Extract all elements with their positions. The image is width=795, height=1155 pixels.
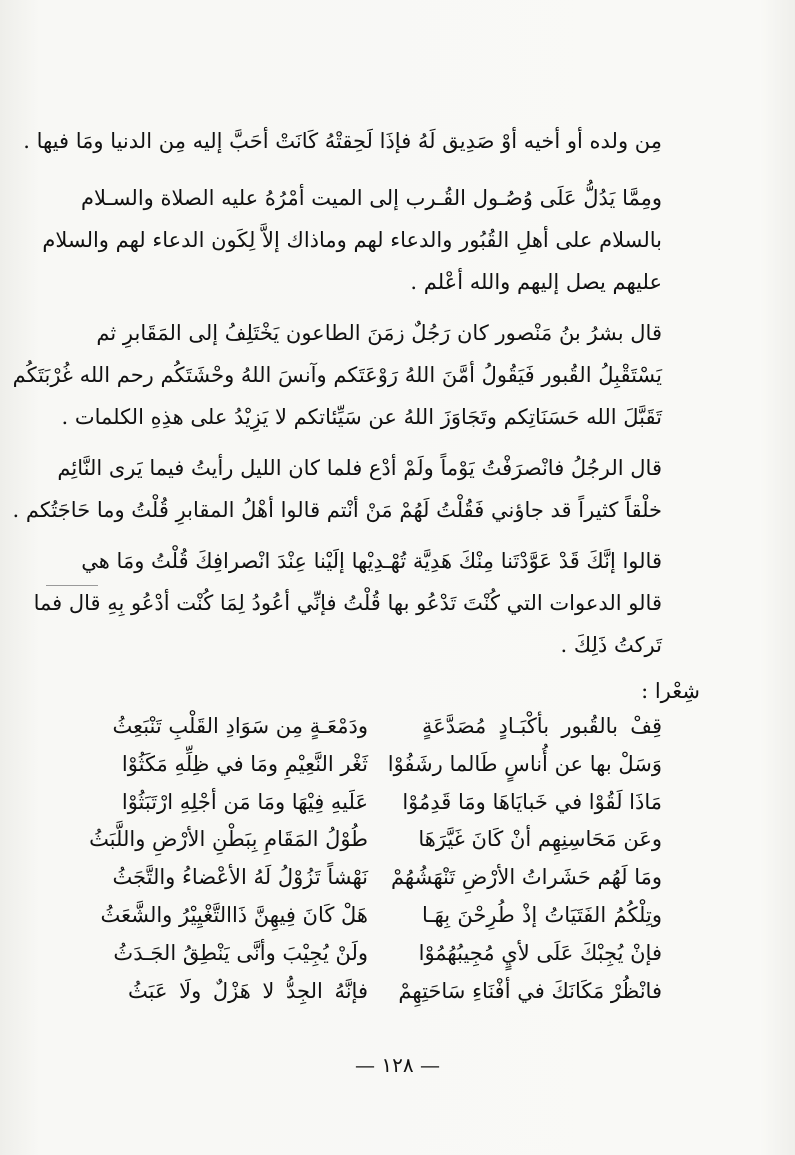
paragraph-line: عليهم يصل إليهم والله أعْلم . bbox=[410, 270, 662, 294]
paragraph-line: تَركتُ ذَلِكَ . bbox=[560, 633, 662, 657]
paragraph-3 bbox=[12, 312, 662, 438]
poem-verse bbox=[121, 784, 662, 822]
verse-first-hemistich: قِفْ بالقُبور بأكْبَـادٍ مُصَدَّعَةٍ bbox=[422, 714, 662, 738]
verse-second-hemistich: هَلْ كَانَ فِيهِنَّ ذَاالتَّغْيِيْرُ والشَّعَثُ bbox=[100, 902, 368, 927]
paragraph-line: قال بشرُ بنُ مَنْصور كان رَجُلٌ زمَنَ الطاعون يَخْتَلِفُ إلى المَقَابرِ ثم bbox=[96, 321, 662, 345]
poem-verse bbox=[112, 708, 662, 746]
paragraph-line: خلْقاً كثيراً قد جاؤني فَقُلْتُ لَهُمْ مَنْ أنْتم قالوا أهْلُ المقابرِ قُلْتُ وما حَاجَتُكم . bbox=[12, 498, 662, 522]
verse-second-hemistich: ودَمْعَـةٍ مِن سَوَادِ القَلْبِ تَنْبَعِثُ bbox=[112, 714, 368, 738]
paragraph-line: بالسلام على أهلِ القُبُور والدعاء لهم وماذاك إلاَّ لِكَون الدعاء لهم والسلام bbox=[42, 228, 662, 252]
verse-first-hemistich: فإنْ يُجِبْكَ عَلَى لأيٍ مُجِيبُهُمُوْا bbox=[418, 940, 662, 965]
verse-first-hemistich: وعَن مَحَاسِنِهِم أنْ كَانَ غَيَّرَهَا bbox=[418, 827, 662, 852]
paragraph-2 bbox=[42, 177, 662, 303]
poem-verse bbox=[100, 897, 662, 935]
paragraph-line: قالوا إنَّكَ قَدْ عَوَّدْتَنا مِنْكَ هَدِيَّة تُهْـدِيْها إلَيْنا عِنْدَ انْصرافِكَ قُلْتُ ومَا هي bbox=[81, 549, 662, 573]
verse-first-hemistich: فانْظُرْ مَكَانَكَ في أفْنَاءِ سَاحَتِهِمْ bbox=[398, 978, 662, 1003]
paragraph-line: تَقَبَّلَ الله حَسَنَاتِكم وتَجَاوَزَ اللهُ عن سَيِّئاتكم لا يَزِيْدُ على هذِهِ الكلمات . bbox=[61, 405, 662, 429]
poem-verse bbox=[112, 859, 662, 897]
verse-first-hemistich: وَسَلْ بها عن أُناسٍ طَالما رشَفُوْا bbox=[387, 751, 662, 776]
verse-second-hemistich: فإنَّهُ الجِدُّ لا هَزْلٌ ولَا عَبَثُ bbox=[128, 978, 368, 1003]
verse-second-hemistich: نَهْشاً تَزُوْلُ لَهُ الأعْضاءُ والتَّجَثُ bbox=[112, 865, 368, 890]
page-number: — ١٢٨ — bbox=[355, 1053, 440, 1077]
verse-second-hemistich: عَلَيهِ فِيْهَا ومَا مَن أجْلِهِ ارْتَبَثُوْا bbox=[121, 789, 368, 814]
paragraph-line: ومِمَّا يَدُلُّ عَلَى وُصُـول القُـرب إلى الميت أمْرُهُ عليه الصلاة والسـلام bbox=[81, 186, 662, 210]
verse-first-hemistich: وتِلْكُمُ الفَتَيَاتُ إذْ طُرِحْنَ بِهَـا bbox=[422, 902, 662, 927]
poem bbox=[89, 708, 662, 1010]
poem-verse bbox=[128, 973, 662, 1011]
paragraph-5 bbox=[33, 540, 662, 666]
verse-first-hemistich: مَاذَا لَقُوْا في خَبايَاهَا ومَا قَدِمُوْا bbox=[402, 789, 662, 814]
poem-verse bbox=[89, 821, 662, 859]
paragraph-line: مِن ولده أو أخيه أوْ صَدِيق لَهُ فإذَا لَحِقتْهُ كَانَتْ أحَبَّ إليه مِن الدنيا ومَا فيها . bbox=[23, 129, 662, 153]
verse-first-hemistich: ومَا لَهُم حَشَراتُ الأرْضِ تَنْهَشُهُمْ bbox=[390, 865, 662, 890]
verse-second-hemistich: طُوْلُ المَقَامِ بِبَطْنِ الأرْضِ واللَّبَثُ bbox=[89, 827, 368, 852]
poem-verse bbox=[113, 935, 662, 973]
paragraph-line: يَسْتَقْبِلُ القُبور فَيَقُولُ أمَّنَ اللهُ رَوْعَتَكم وآنسَ اللهُ وحْشَتَكُم رحم الله غُرْبَتَكُم bbox=[12, 363, 662, 387]
verse-second-hemistich: ثَغْر النَّعِيْمِ ومَا في ظِلِّهِ مَكَثُوْا bbox=[121, 751, 368, 776]
poem-verse bbox=[121, 746, 662, 784]
verse-second-hemistich: ولَنْ يُجِيْبَ وأنَّى يَنْطِقُ الجَـدَثُ bbox=[113, 940, 368, 965]
poem-heading: شِعْرا : bbox=[641, 679, 700, 703]
paragraph-line: قالو الدعوات التي كُنْتَ تَدْعُو بها قُلْتُ فإنِّي أعُودُ لِمَا كُنْت أدْعُو بِهِ قال فما bbox=[33, 591, 662, 615]
paragraph-4 bbox=[12, 447, 662, 531]
paragraph-line: قال الرجُلُ فانْصرَفْتُ يَوْماً ولَمْ أدْع فلما كان الليل رأيتُ فيما يَرى النَّائِم bbox=[57, 456, 662, 480]
paragraph-1 bbox=[23, 120, 662, 162]
